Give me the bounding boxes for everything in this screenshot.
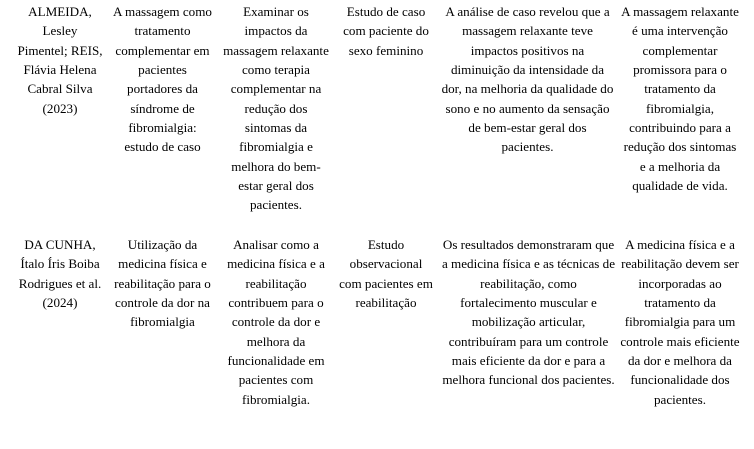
table-cell-conclusion: A medicina física e a reabilitação devem ser incorporadas ao tratamento da fibromialgia para um controle mais eficiente da dor e melhora da funcionalidade dos pacientes.: [620, 237, 740, 407]
table-cell-objective: Examinar os impactos da massagem relaxante como terapia complementar na redução dos sintomas da fibromialgia e melhora do bem-estar geral dos pacientes.: [223, 4, 329, 213]
table-cell-results: A análise de caso revelou que a massagem relaxante teve impactos positivos na diminuição da intensidade da dor, na melhoria da qualidade do sono e no aumento da sensação de bem-estar geral dos pacientes.: [441, 4, 614, 155]
table-cell-conclusion: A massagem relaxante é uma intervenção complementar promissora para o tratamento da fibromialgia, contribuindo para a redução dos sintomas e a melhoria da qualidade de vida.: [621, 4, 739, 194]
table-cell-author: DA CUNHA, Ítalo Íris Boiba Rodrigues et al. (2024): [18, 237, 102, 311]
table-cell-study-type: Estudo de caso com paciente do sexo feminino: [343, 4, 429, 58]
table-cell-results: Os resultados demonstraram que a medicina física e as técnicas de reabilitação, como fortalecimento muscular e mobilização articular, contribuíram para um controle mais eficiente da dor e para a melhora funcional dos pacientes.: [441, 237, 616, 388]
table-cell-title: Utilização da medicina física e reabilitação para o controle da dor na fibromialgia: [114, 237, 211, 330]
table-cell-objective: Analisar como a medicina física e a reabilitação contribuem para o controle da dor e melhora da funcionalidade em pacientes com fibromialgia.: [227, 237, 325, 407]
table-cell-study-type: Estudo observacional com pacientes em reabilitação: [339, 237, 433, 311]
table-cell-author: ALMEIDA, Lesley Pimentel; REIS, Flávia Helena Cabral Silva (2023): [17, 4, 103, 116]
table-cell-title: A massagem como tratamento complementar em pacientes portadores da síndrome de fibromialgia: estudo de caso: [113, 4, 212, 155]
